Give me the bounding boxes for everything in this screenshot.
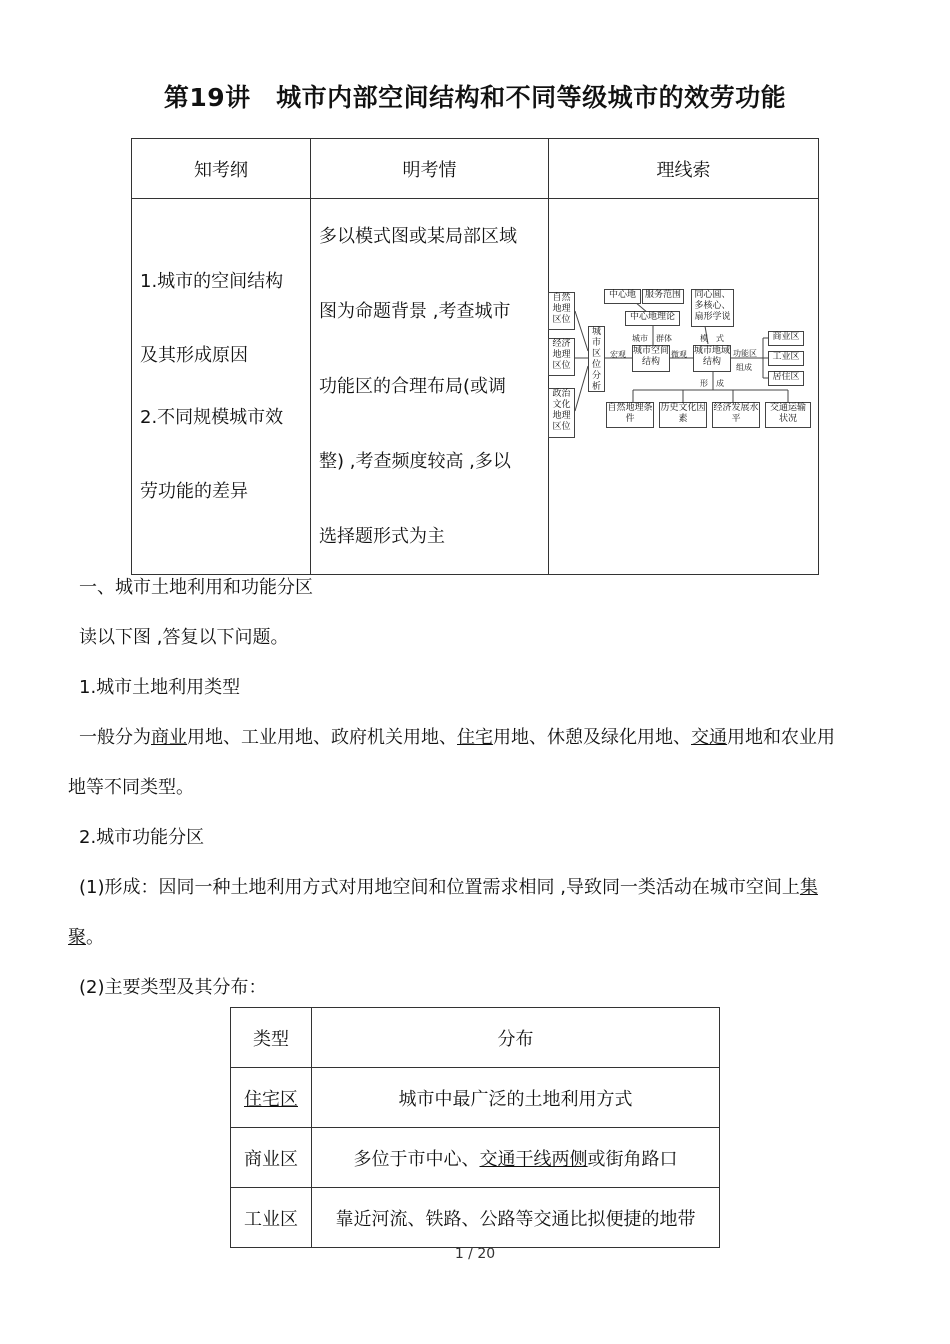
header-distribution: 分布: [312, 1008, 720, 1068]
box-industrial-zone: 工业区: [768, 351, 804, 366]
label-group: 城市 群体: [632, 334, 672, 343]
exam-line: 整) ,考查频度较高 ,多以: [319, 451, 511, 472]
box-residential-zone: 居住区: [768, 371, 804, 386]
box-central-place-theory: 中心地理论: [625, 311, 680, 326]
intro-text: 读以下图 ,答复以下问题。: [79, 627, 289, 648]
syllabus-line: 2.不同规模城市效: [140, 406, 284, 428]
box-urban-regional-structure: 城市地域结构: [693, 345, 731, 372]
box-historical-factors: 历史文化因素: [659, 402, 707, 428]
header-cell-2: 明考情: [311, 139, 549, 199]
box-economic-location: 经济地理区位: [548, 338, 575, 376]
box-transport-conditions: 交通运输状况: [765, 402, 811, 428]
exam-line: 功能区的合理布局(或调: [319, 376, 507, 397]
subheading-land-use: 1.城市土地利用类型: [79, 677, 241, 698]
box-central-place: 中心地: [604, 289, 641, 304]
header-cell-3: 理线索: [549, 139, 819, 199]
syllabus-cell: [132, 199, 311, 575]
label-compose: 组成: [736, 363, 752, 372]
function-zone-table: [230, 1007, 720, 1248]
label-micro: 微观: [671, 350, 687, 359]
header-type: 类型: [231, 1008, 312, 1068]
land-use-paragraph-line1: 一般分为商业用地、工业用地、政府机关用地、住宅用地、休憩及绿化用地、交通用地和农业用: [79, 727, 835, 748]
label-macro: 宏观: [610, 350, 626, 359]
syllabus-line: 1.城市的空间结构: [140, 270, 284, 292]
types-intro: (2)主要类型及其分布：: [79, 977, 267, 998]
formation-paragraph-line2: 聚。: [68, 927, 104, 948]
distribution-cell: 靠近河流、铁路、公路等交通比拟便捷的地带: [312, 1188, 720, 1248]
formation-paragraph-line1: (1)形成：因同一种土地利用方式对用地空间和位置需求相同 ,导致同一类活动在城市空间上集: [79, 877, 818, 898]
page-number: 1 / 20: [454, 1246, 496, 1262]
box-service-range: 服务范围: [642, 289, 684, 304]
section-heading: 一、城市土地利用和功能分区: [79, 577, 313, 598]
exam-line: 多以模式图或某局部区域: [319, 226, 517, 247]
type-cell: 住宅区: [231, 1068, 312, 1128]
box-location-analysis: 城市区位分析: [588, 326, 605, 392]
box-economic-level: 经济发展水平: [712, 402, 760, 428]
syllabus-line: 及其形成原因: [140, 344, 248, 366]
exam-line: 选择题形式为主: [319, 526, 445, 547]
distribution-cell: 多位于市中心、交通干线两侧或街角路口: [312, 1128, 720, 1188]
distribution-cell: 城市中最广泛的土地利用方式: [312, 1068, 720, 1128]
type-cell: 工业区: [231, 1188, 312, 1248]
box-natural-conditions: 自然地理条件: [606, 402, 654, 428]
exam-line: 图为命题背景 ,考查城市: [319, 301, 511, 322]
label-form: 形 成: [700, 379, 724, 388]
box-political-location: 政治文化地理区位: [548, 388, 575, 438]
box-urban-spatial-structure: 城市空间结构: [632, 345, 670, 372]
box-natural-location: 自然地理区位: [548, 292, 575, 330]
label-function: 功能区: [733, 349, 757, 358]
land-use-paragraph-line2: 地等不同类型。: [68, 777, 194, 798]
table-row: [231, 1068, 720, 1128]
type-cell: 商业区: [231, 1128, 312, 1188]
exam-cell: [311, 199, 549, 575]
box-commercial-zone: 商业区: [768, 331, 804, 346]
box-models: 同心圆、多核心、扇形学说: [691, 289, 734, 327]
page-title: 第19讲 城市内部空间结构和不同等级城市的效劳功能: [163, 83, 787, 112]
header-cell-1: 知考纲: [132, 139, 311, 199]
table-row: [231, 1188, 720, 1248]
table-row: [231, 1128, 720, 1188]
subheading-function-zones: 2.城市功能分区: [79, 827, 205, 848]
syllabus-line: 劳功能的差异: [140, 480, 248, 502]
label-mode: 模 式: [700, 334, 724, 343]
